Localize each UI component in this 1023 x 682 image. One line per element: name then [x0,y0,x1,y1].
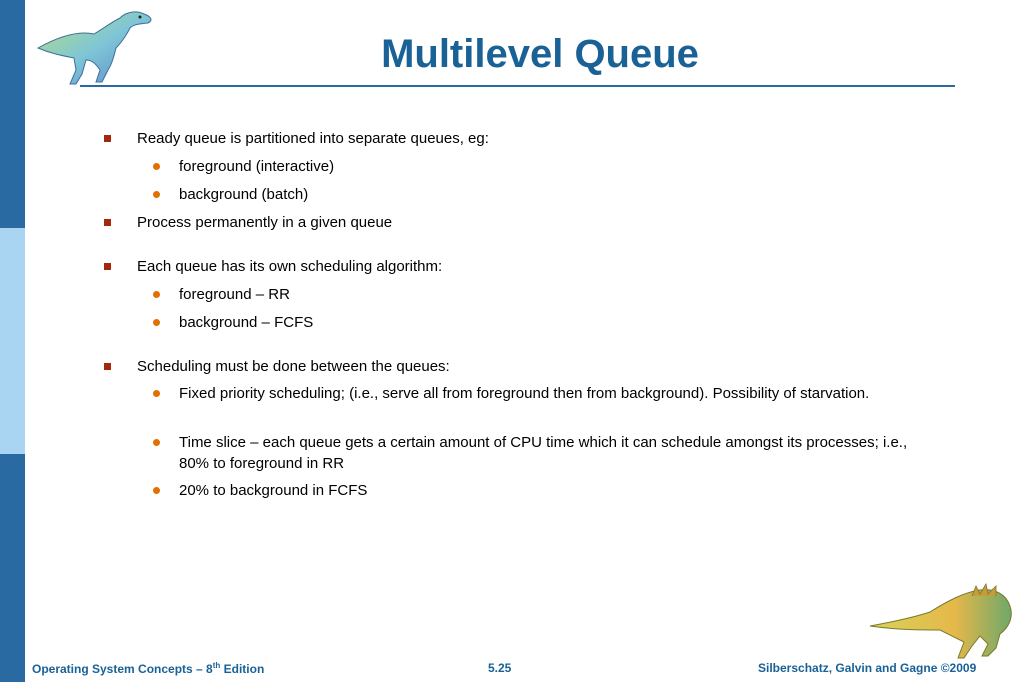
sub-bullet-item [179,156,909,177]
round-bullet-icon [153,191,160,198]
bullet-item [137,128,937,149]
square-bullet-icon [104,219,111,226]
sub-bullet-item [179,480,909,501]
sub-bullet-item [179,184,909,205]
sidebar-stripe-middle [0,228,25,454]
square-bullet-icon [104,135,111,142]
sub-bullet-text: Time slice – each queue gets a certain amount of CPU time which it can schedule amongst its processes; i.e., 80% to foreground in RR [179,434,908,472]
square-bullet-icon [104,363,111,370]
sub-bullet-text: Fixed priority scheduling; (i.e., serve all from foreground then from background). Possibility of starvation. [179,385,870,402]
round-bullet-icon [153,390,160,397]
square-bullet-icon [104,263,111,270]
round-bullet-icon [153,291,160,298]
bullet-item [137,356,937,377]
bullet-text: Ready queue is partitioned into separate queues, eg: [137,130,489,147]
sub-bullet-text: foreground (interactive) [179,158,335,175]
sub-bullet-text: background (batch) [179,186,309,203]
bullet-item [137,256,937,277]
bullet-text: Scheduling must be done between the queues: [137,358,450,375]
title-underline [80,85,955,87]
sub-bullet-item [179,383,909,404]
sub-bullet-text: 20% to background in FCFS [179,482,368,499]
dinosaur-illustration-icon [868,582,1016,662]
bullet-item [137,212,937,233]
sub-bullet-text: background – FCFS [179,314,314,331]
sub-bullet-item [179,312,909,333]
slide-title: Multilevel Queue [381,32,699,76]
sub-bullet-item [179,284,909,305]
footer-page-number: 5.25 [488,661,512,675]
sub-bullet-text: foreground – RR [179,286,290,303]
sidebar-stripe-top [0,0,25,228]
sidebar-stripe-bottom [0,454,25,682]
round-bullet-icon [153,439,160,446]
round-bullet-icon [153,163,160,170]
round-bullet-icon [153,319,160,326]
bullet-text: Process permanently in a given queue [137,214,393,231]
round-bullet-icon [153,487,160,494]
footer-authors: Silberschatz, Galvin and Gagne ©2009 [758,661,977,675]
bullet-text: Each queue has its own scheduling algorithm: [137,258,443,275]
dinosaur-logo-icon [36,8,158,86]
sub-bullet-item [179,432,909,474]
footer-book-title: Operating System Concepts – 8th Edition [32,661,265,676]
